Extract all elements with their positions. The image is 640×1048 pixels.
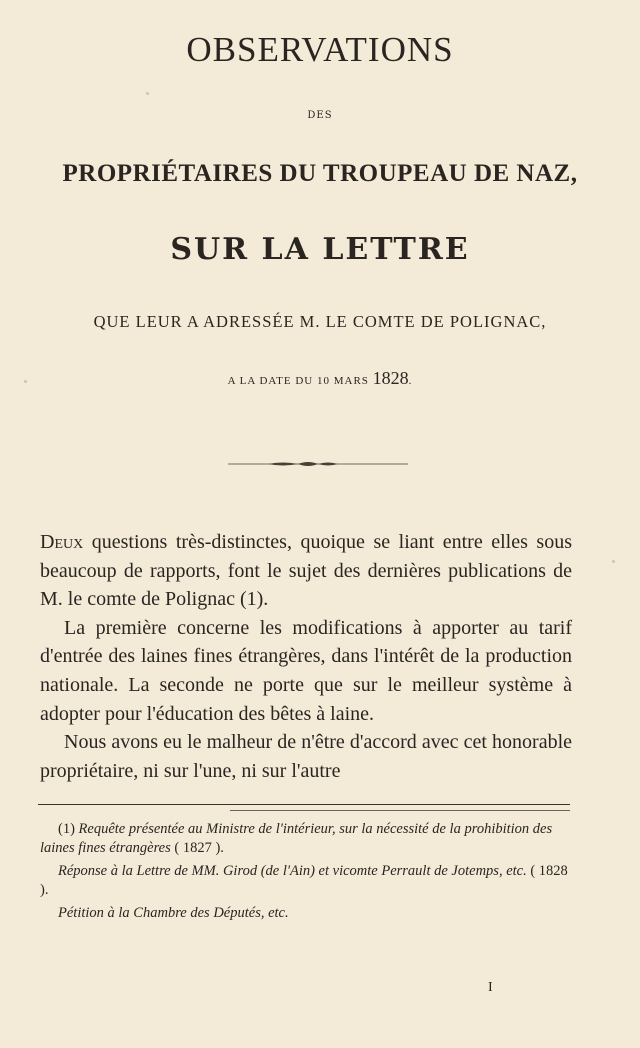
title-des: DES xyxy=(307,110,333,121)
lead-word: Deux xyxy=(40,531,84,553)
footnote-2-date: ( 1828 ). xyxy=(40,863,568,898)
ornament-rule xyxy=(228,460,408,468)
paragraph-3: Nous avons eu le malheur de n'être d'accord avec cet honorable propriétaire, ni sur l'une, ni sur l'autre xyxy=(40,731,572,782)
footnote-1-date: ( 1827 ). xyxy=(170,840,224,856)
footnote-rule xyxy=(38,804,570,805)
title-owners: PROPRIÉTAIRES DU TROUPEAU DE NAZ, xyxy=(62,160,578,187)
footnote-3-title: Pétition à la Chambre des Députés, etc. xyxy=(58,905,289,921)
date-prefix: A LA DATE DU 10 MARS xyxy=(227,375,373,387)
main-title: OBSERVATIONS xyxy=(186,30,454,69)
footnote-1-title: Requête présentée au Ministre de l'intérieur, sur la nécessité de la prohibition des laines fines étrangères xyxy=(40,821,553,856)
title-que-leur: QUE LEUR A ADRESSÉE M. LE COMTE DE POLIGNAC, xyxy=(93,312,547,331)
date-suffix: . xyxy=(408,375,413,387)
date-year: 1828 xyxy=(372,368,409,388)
paragraph-1-text: questions très-distinctes, quoique se liant entre elles sous beaucoup de rapports, font le sujet des dernières publications de M. le comte de Polignac (1). xyxy=(40,531,572,611)
title-sur-la-lettre: SUR LA LETTRE xyxy=(170,232,470,267)
signature-mark: I xyxy=(488,980,493,995)
body-text xyxy=(40,528,572,785)
footnote-2-title: Réponse à la Lettre de MM. Girod (de l'Ain) et vicomte Perrault de Jotemps, etc. xyxy=(58,863,527,879)
paper-speck xyxy=(146,92,149,95)
footnotes xyxy=(40,820,572,923)
paragraph-2: La première concerne les modifications à apporter au tarif d'entrée des laines fines étrangères, dans l'intérêt de la production nationale. La seconde ne porte que sur le meilleur système à adopter pour l'éducation des bêtes à laine. xyxy=(40,616,572,725)
paragraph-1 xyxy=(40,528,572,614)
footnote-2 xyxy=(40,862,572,900)
paper-speck xyxy=(24,380,27,383)
footnote-3 xyxy=(40,904,572,923)
footnote-1 xyxy=(40,820,572,858)
footnote-rule-secondary xyxy=(230,810,570,811)
footnote-1-mark: (1) xyxy=(58,821,79,837)
title-date xyxy=(0,368,640,389)
paper-speck xyxy=(612,560,615,563)
